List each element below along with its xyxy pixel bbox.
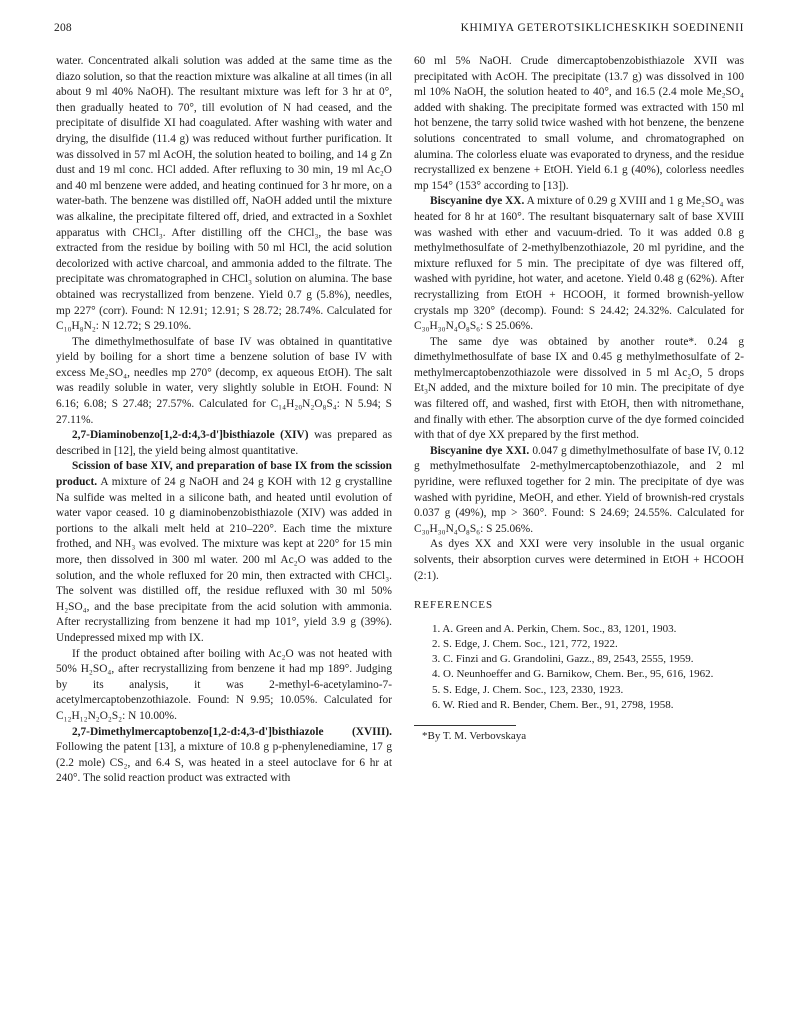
- paragraph: [414, 194, 744, 334]
- reference-item: 5. S. Edge, J. Chem. Soc., 123, 2330, 1923.: [432, 683, 624, 696]
- section-heading: Biscyanine dye XX.: [430, 195, 525, 208]
- reference-item: 6. W. Ried and R. Bender, Chem. Ber., 91, 2798, 1958.: [432, 698, 674, 711]
- paragraph: 60 ml 5% NaOH. Crude dimercaptobenzobisthiazole XVII was precipitated with AcOH. The precipitate (13.7 g) was dissolved in 100 ml 10% NaOH, the solution heated to 40°, and 16.5 (2.4 mole Me₂SO₄ added with shaking. The precipitate formed was extracted with 150 ml hot benzene, the tarry solid twice washed with hot benzene, the benzene solutions concentrated to small volume, and chromatographed on alumina. The colorless eluate was evaporated to dryness, and the residue recrystallized ex benzene + EtOH. Yield 6.1 g (40%), colorless needles mp 154° (153° according to [13]).: [414, 55, 744, 192]
- references-heading: REFERENCES: [414, 599, 494, 612]
- section-heading: Scission of base XIV, and preparation of base IX from the scission product.: [56, 460, 392, 489]
- paragraph: [56, 428, 392, 459]
- footnote-divider: [414, 725, 516, 726]
- paragraph: If the product obtained after boiling with Ac₂O was not heated with 50% H₂SO₄, after recrystallizing from benzene it had mp 189°. Judging by its analysis, it was 2-methyl-6-acetylamino-7-acetylmercaptobenzothiazole. Found: N 9.95; 10.05%. Calculated for C₁₂H₁₂N₂O₂S₂: N 10.00%.: [56, 647, 392, 722]
- section-heading: Biscyanine dye XXI.: [430, 444, 530, 457]
- paragraph: [56, 725, 392, 787]
- section-heading: 2,7-Dimethylmercaptobenzo[1,2-d:4,3-d']bisthiazole (XVIII).: [72, 725, 392, 738]
- left-column: [56, 54, 392, 787]
- right-column: [414, 54, 744, 745]
- reference-item: 2. S. Edge, J. Chem. Soc., 121, 772, 1922.: [432, 637, 618, 650]
- paragraph: The same dye was obtained by another route*. 0.24 g dimethylmethosulfate of base IX and 0.45 g methylmethosulfate of 2-methylmercaptobenzothiazole were dissolved in 5 ml Ac₂O, 5 drops Et₃N added, and the mixture boiled for 10 min. The precipitate of dye was filtered off, and washed, first with EtOH, then with nitromethane, and finally with ether. The absorption curve of the dye formed coincided with that of dye XX prepared by the first method.: [414, 335, 744, 442]
- paragraph: water. Concentrated alkali solution was added at the same time as the diazo solution, so that the reaction mixture was alkaline at all times (in all about 9 ml 40% NaOH). The resultant mixture was left for 3 hr at 0°, then gradually heated to 70°, till evolution of N had ceased, and the precipitate of disulfide XI had coagulated. After washing with water and drying, the disulfide (11.4 g) was reduced without further purification. It was dissolved in 57 ml AcOH, the solution heated to boiling, and 14 g Zn dust and 19 ml conc. HCl added. After refluxing to 30 min, 19 ml Ac₂O and 40 ml benzene were added, and heating continued for 3 hr more, on a water-bath. The benzene was distilled off, NaOH added until the mixture was alkaline, the precipitate filtered off, dried, and extracted in a Soxhlet apparatus with CHCl₃. After distilling off the CHCl₃, the base was extracted from the residue by boiling with 50 ml HCl, the acid solution decolorized with active charcoal, and ammonia added to the filtrate. The precipitate was chromatographed in CHCl₃ solution on alumina. The base obtained was recrystallized from benzene. Yield 0.7 g (5.8%), needles, mp 227° (corr). Found: N 12.91; 12.91; S 28.72; 28.74%. Calculated for C₁₀H₈N₂: N 12.72; S 29.10%.: [56, 55, 392, 333]
- references-list: [414, 622, 744, 713]
- paragraph: [414, 444, 744, 538]
- page-number: 208: [54, 22, 72, 34]
- page-header: [54, 22, 744, 38]
- paragraph: As dyes XX and XXI were very insoluble in the usual organic solvents, their absorption curves were determined in EtOH + HCOOH (2:1).: [414, 538, 744, 582]
- paragraph: [56, 459, 392, 646]
- paragraph: The dimethylmethosulfate of base IV was obtained in quantitative yield by boiling for a short time a benzene solution of base IV with excess Me₂SO₄, needles mp 270° (decomp, ex aqueous EtOH). The salt was readily soluble in water, very slightly soluble in EtOH. Found: N 6.16; 6.08; S 27.48; 27.57%. Calculated for C₁₄H₂₀N₂O₈S₄: N 5.94; S 27.11%.: [56, 335, 392, 426]
- section-heading: 2,7-Diaminobenzo[1,2-d:4,3-d']bisthiazole (XIV): [72, 429, 309, 442]
- journal-title: KHIMIYA GETEROTSIKLICHESKIKH SOEDINENII: [460, 22, 744, 34]
- paragraph-body: A mixture of 0.29 g XVIII and 1 g Me₂SO₄ was heated for 8 hr at 160°. The resultant bisquaternary salt of base XVIII was washed with ether and vacuum-dried. To it was added 0.8 g methylmethosulfate of 2-methylbenzothiazole, 20 ml pyridine, and the mixture refluxed for 5 min. The precipitate of dye was filtered off, washed with pyridine, hot water, and acetone. Yield 0.48 g (62%). After recrystallizing from EtOH + HCOOH, it formed brownish-yellow crystals mp 320° (decomp). Found: S 24.42; 24.32%. Calculated for C₃₀H₃₀N₄O₈S₆: S 25.06%.: [414, 195, 744, 333]
- paragraph-body: Following the patent [13], a mixture of 10.8 g p-phenylenediamine, 17 g (2.2 mole) CS₂, and 6.4 S, was heated in a steel autoclave for 6 hr at 240°. The solid reaction product was extracted with: [56, 741, 392, 785]
- paragraph-body: A mixture of 24 g NaOH and 24 g KOH with 12 g crystalline Na sulfide was melted in a silicone bath, and heated until evolution of water vapor ceased. 10 g diaminobenzobisthiazole (XIV) was added in portions to the alkali melt held at 210–220°. Each time the mixture frothed, and NH₃ was evolved. The mixture was kept at 220° for 15 min more, then dissolved in 300 ml water. 200 ml Ac₂O was added to the solution, and the whole refluxed for 20 min, then extracted with CHCl₃. The solvent was distilled off, the residue refluxed with 30 ml 50% H₂SO₄, and the base precipitate from the acid solution with ammonia. After recrystallizing from benzene it had mp 101°, yield 3.9 g (39%). Undepressed mixed mp with IX.: [56, 476, 392, 644]
- footnote: *By T. M. Verbovskaya: [422, 730, 527, 742]
- paragraph-body: 0.047 g dimethylmethosulfate of base IV, 0.12 g methylmethosulfate 2-methylmercaptobenzothiazole, and 2 ml pyridine, were refluxed together for 2 min. The precipitate of dye was washed with pyridine, MeOH, and ether. Yield of brownish-red crystals 0.037 g (49%), mp > 360°. Found: S 24.69; 24.55%. Calculated for C₃₀H₃₀N₄O₈S₆: S 25.06%.: [414, 444, 744, 535]
- reference-item: 4. O. Neunhoeffer and G. Barnikow, Chem. Ber., 95, 616, 1962.: [432, 668, 714, 681]
- paragraph-body: was prepared as described in [12], the yield being almost quantitative.: [56, 429, 392, 457]
- reference-item: 1. A. Green and A. Perkin, Chem. Soc., 83, 1201, 1903.: [432, 622, 677, 635]
- reference-item: 3. C. Finzi and G. Grandolini, Gazz., 89, 2543, 2555, 1959.: [432, 653, 694, 666]
